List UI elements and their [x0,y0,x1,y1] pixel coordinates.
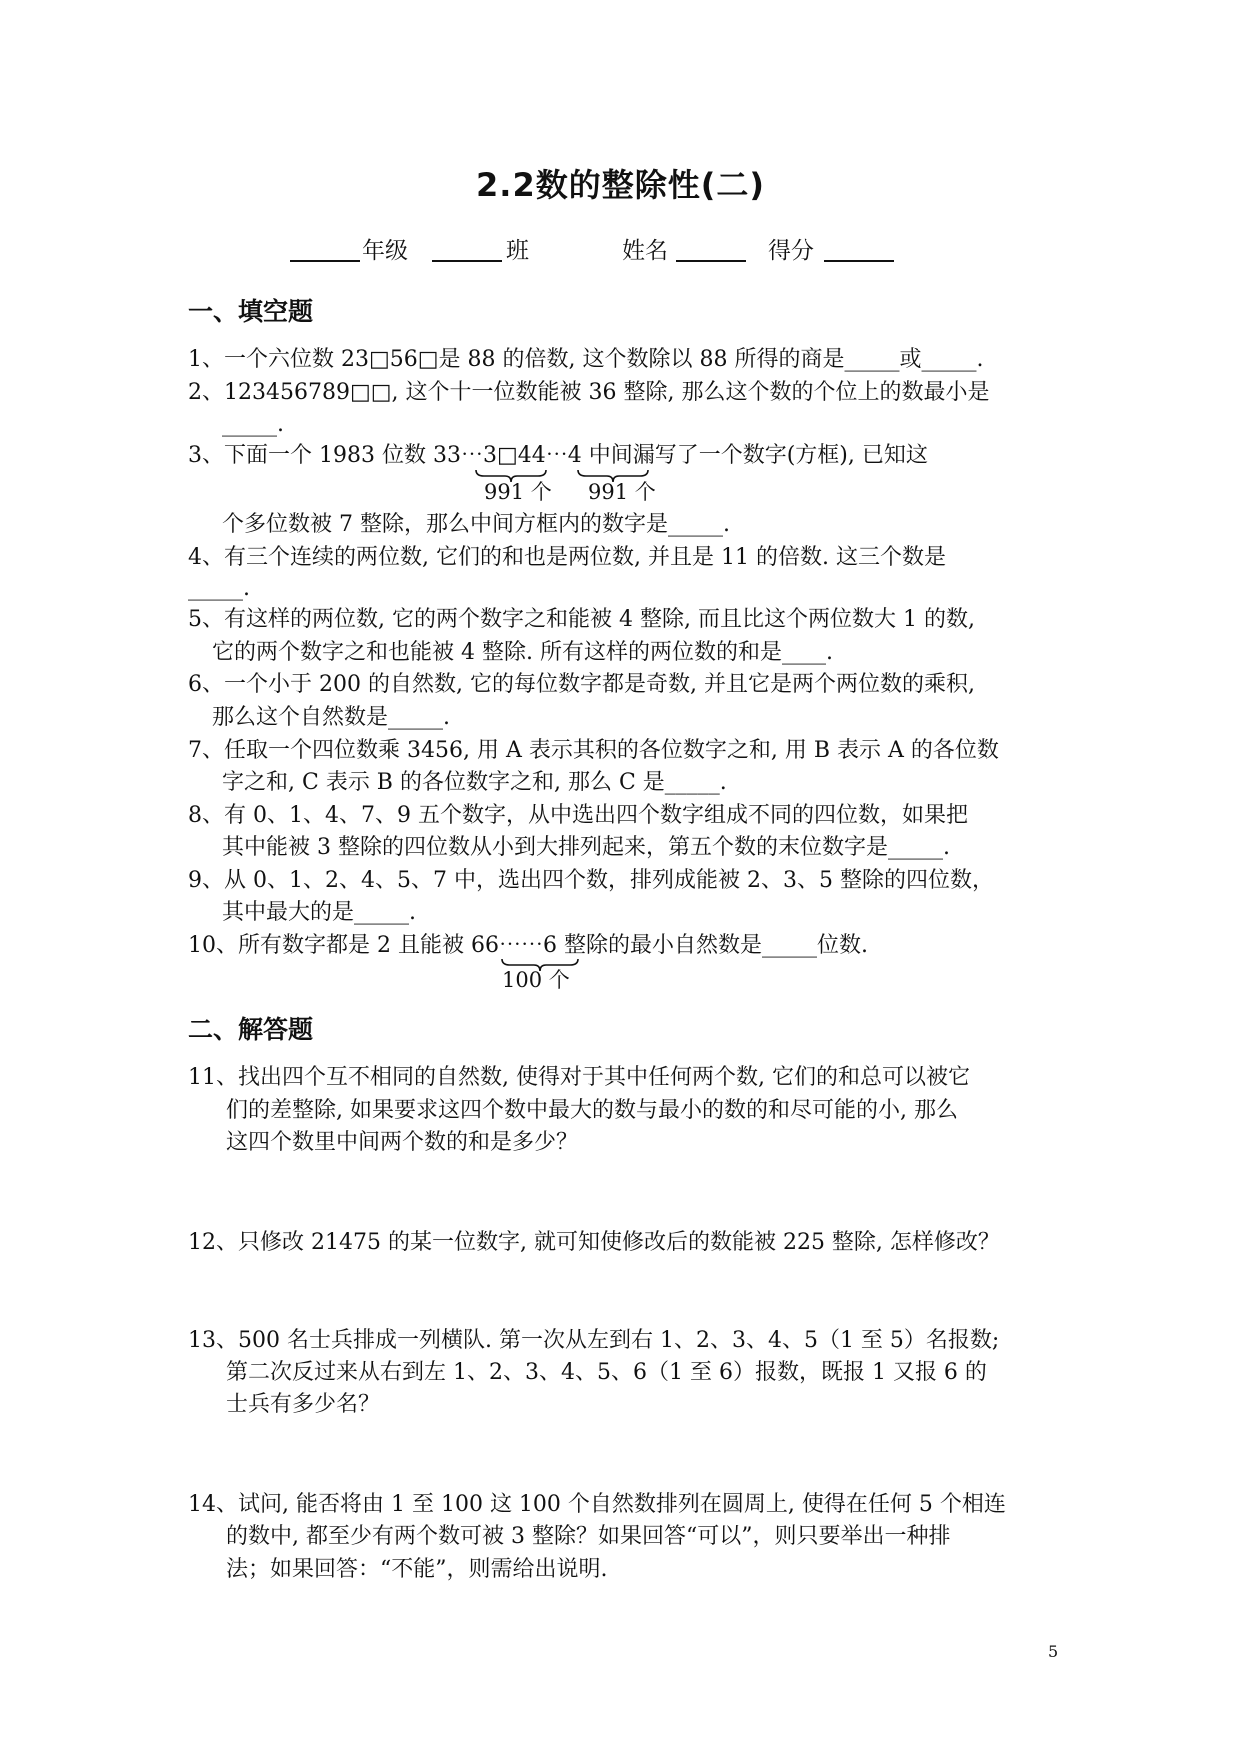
brace-label-bottom: 100 个 [502,968,570,992]
score-label: 得分 [768,238,814,264]
page-title: 2.2数的整除性(二) [476,166,765,204]
question-1: 1、一个六位数 23□56□是 88 的倍数, 这个数除以 88 所得的商是_____或_____. [188,347,984,372]
question-11-line-2: 们的差整除, 如果要求这四个数中最大的数与最小的数的和尽可能的小, 那么 [226,1098,958,1123]
question-13-line-3: 士兵有多少名？ [226,1392,381,1417]
class-blank[interactable] [432,238,502,262]
question-3-line-1: 3、下面一个 1983 位数 33⋯3□44⋯4 中间漏写了一个数字(方框), 已知这 [188,443,928,468]
brace-label-left: 991 个 [484,480,552,504]
student-info-row [0,232,1241,266]
question-13-line-2: 第二次反过来从右到左 1、2、3、4、5、6（1 至 6）报数，既报 1 又报 6 的 [226,1360,987,1385]
question-2-line-2: _____. [222,412,284,437]
section-fill-in: 一、填空题 [188,297,314,326]
question-6-line-1: 6、一个小于 200 的自然数, 它的每位数字都是奇数, 并且它是两个两位数的乘积, [188,672,975,697]
question-3-line-2: 个多位数被 7 整除，那么中间方框内的数字是_____. [222,512,730,537]
section-answer: 二、解答题 [188,1015,314,1044]
question-4-line-1: 4、有三个连续的两位数, 它们的和也是两位数, 并且是 11 的倍数. 这三个数是 [188,545,946,570]
name-blank[interactable] [676,238,746,262]
class-label: 班 [506,238,529,264]
question-4-line-2: _____. [188,576,250,601]
question-11-line-1: 11、找出四个互不相同的自然数, 使得对于其中任何两个数, 它们的和总可以被它 [188,1065,970,1090]
question-10: 10、所有数字都是 2 且能被 66⋯⋯6 整除的最小自然数是_____位数. [188,933,868,958]
grade-blank[interactable] [290,238,360,262]
question-14-line-2: 的数中, 都至少有两个数可被 3 整除？如果回答“可以”，则只要举出一种排 [226,1524,951,1549]
question-7-line-2: 字之和, C 表示 B 的各位数字之和, 那么 C 是_____. [222,770,727,795]
brace-label-right: 991 个 [588,480,656,504]
question-14-line-3: 法；如果回答：“不能”，则需给出说明. [226,1557,608,1582]
question-8-line-1: 8、有 0、1、4、7、9 五个数字，从中选出四个数字组成不同的四位数，如果把 [188,803,968,828]
question-7-line-1: 7、任取一个四位数乘 3456, 用 A 表示其积的各位数字之和, 用 B 表示 A 的各位数 [188,738,999,763]
question-9-line-2: 其中最大的是_____. [222,900,416,925]
question-5-line-2: 它的两个数字之和也能被 4 整除. 所有这样的两位数的和是____. [212,640,833,665]
grade-label: 年级 [362,238,408,264]
question-2-line-1: 2、123456789□□, 这个十一位数能被 36 整除, 那么这个数的个位上的数最小是 [188,380,990,405]
name-label: 姓名 [622,238,668,264]
question-5-line-1: 5、有这样的两位数, 它的两个数字之和能被 4 整除, 而且比这个两位数大 1 的数, [188,607,975,632]
question-11-line-3: 这四个数里中间两个数的和是多少？ [226,1130,579,1155]
page-number: 5 [1048,1642,1059,1661]
question-8-line-2: 其中能被 3 整除的四位数从小到大排列起来，第五个数的末位数字是_____. [222,835,950,860]
question-6-line-2: 那么这个自然数是_____. [212,705,450,730]
question-9-line-1: 9、从 0、1、2、4、5、7 中，选出四个数，排列成能被 2、3、5 整除的四位数， [188,868,994,893]
question-14-line-1: 14、试问, 能否将由 1 至 100 这 100 个自然数排列在圆周上, 使得在任何 5 个相连 [188,1492,1006,1517]
score-blank[interactable] [824,238,894,262]
question-13-line-1: 13、500 名士兵排成一列横队. 第一次从左到右 1、2、3、4、5（1 至 5）名报数; [188,1328,1000,1353]
question-12: 12、只修改 21475 的某一位数字, 就可知使修改后的数能被 225 整除, 怎样修改？ [188,1230,1000,1255]
